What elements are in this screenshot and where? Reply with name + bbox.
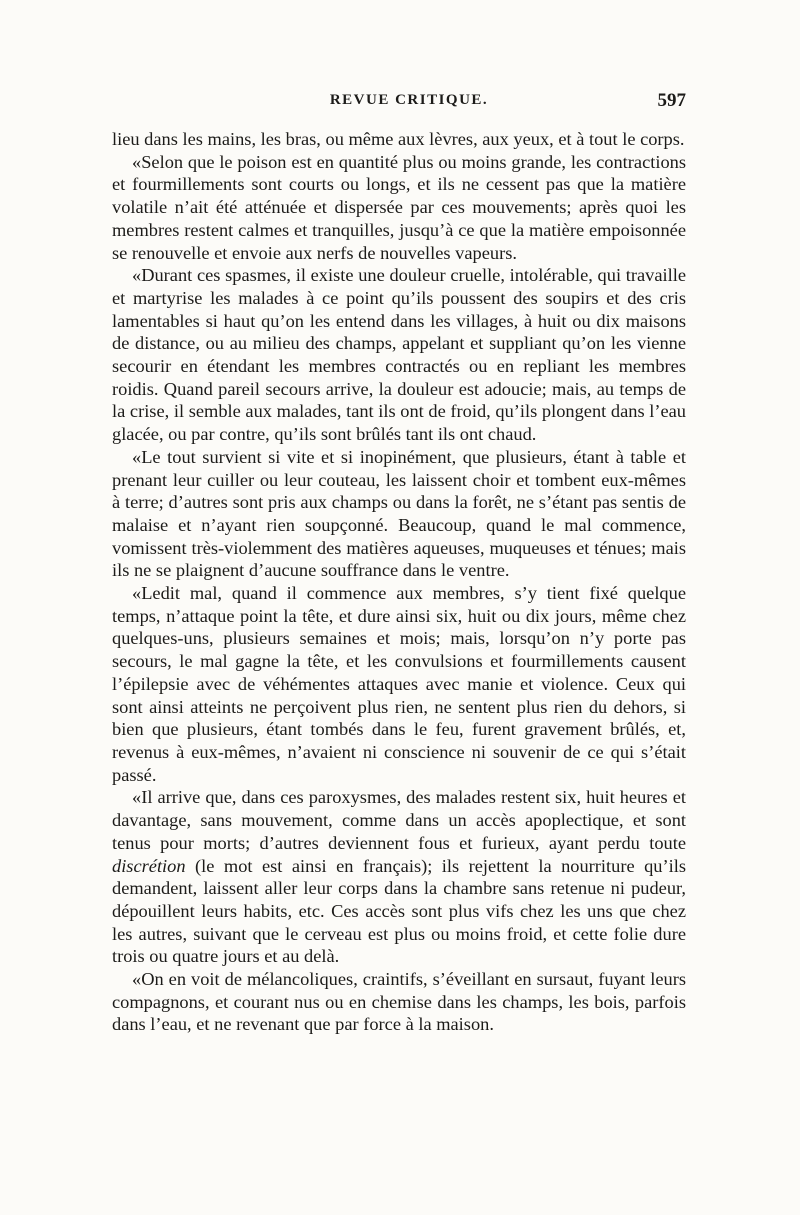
paragraph-continuation: lieu dans les mains, les bras, ou même aux lèvres, aux yeux, et à tout le corps. — [112, 129, 685, 149]
paragraph-progression: «Ledit mal, quand il commence aux membres, s’y tient fixé quelque temps, n’attaque point la tête, et dure ainsi six, huit ou dix jours, même chez quelques-uns, plusieurs semaines et mois; mais, lorsqu’on n’y porte pas secours, le mal gagne la tête, et les convulsions et fourmillements causent l’épilepsie avec de véhémentes attaques avec manie et violence. Ceux qui sont ainsi atteints ne perçoivent plus rien, ne sentent plus rien du dehors, si bien que plusieurs, étant tombés dans le feu, furent gravement brûlés, et, revenus à eux-mêmes, n’avaient ni conscience ni souvenir de ce qui s’était passé. — [112, 583, 686, 785]
paroxysms-text-after: (le mot est ainsi en français); ils rejettent la nourriture qu’ils demandent, laissent aller leur corps dans la chambre sans retenue ni pudeur, dépouillent leurs habits, etc. Ces accès sont plus vifs chez les uns que chez les autres, suivant que le cerveau est plus ou moins froid, et cette folie dure trois ou quatre jours et au delà. — [112, 855, 686, 967]
paragraph-paroxysms — [112, 786, 686, 968]
paragraph-sudden-onset: «Le tout survient si vite et si inopinément, que plusieurs, étant à table et prenant leur cuiller ou leur couteau, les laissent choir et tombent eux-mêmes à terre; d’autres sont pris aux champs ou dans la forêt, ne s’étant pas sentis de malaise et n’ayant rien soupçonné. Beaucoup, quand le mal commence, vomissent très-violemment des matières aqueuses, muqueuses et ténues; mais ils ne se plaignent d’aucune souffrance dans le ventre. — [112, 446, 686, 581]
page-number: 597 — [657, 90, 686, 111]
running-head — [112, 92, 686, 120]
paragraph-poison-quantity: «Selon que le poison est en quantité plus ou moins grande, les contractions et fourmillements sont courts ou longs, et ils ne cessent pas que la matière volatile n’ait été atténuée et dispersée par ces mouvements; après quoi les membres restent calmes et tranquilles, jusqu’à ce que la matière empoisonnée se renouvelle et envoie aux nerfs de nouvelles vapeurs. — [112, 151, 686, 263]
running-title: REVUE CRITIQUE. — [329, 92, 489, 108]
paragraph-spasms: «Durant ces spasmes, il existe une douleur cruelle, intolérable, qui travaille et martyrise les malades à ce point qu’ils poussent des soupirs et des cris lamentables si haut qu’on les entend dans les villages, à huit ou dix maisons de distance, ou au milieu des champs, appelant et suppliant qu’on les vienne secourir en étendant les membres contractés ou en repliant les membres roidis. Quand pareil secours arrive, la douleur est adoucie; mais, au temps de la crise, il semble aux malades, tant ils ont de froid, qu’ils plongent dans l’eau glacée, ou par contre, qu’ils sont brûlés tant ils ont chaud. — [112, 265, 686, 445]
paroxysms-text-before: «Il arrive que, dans ces paroxysmes, des malades restent six, huit heures et davantage, sans mouvement, comme dans un accès apoplectique, et sont tenus pour morts; d’autres deviennent fous et furieux, ayant perdu toute — [112, 787, 686, 853]
body-text — [112, 128, 686, 1036]
italic-word: discrétion — [112, 855, 186, 876]
paragraph-melancholics: «On en voit de mélancoliques, craintifs, s’éveillant en sursaut, fuyant leurs compagnons, et courant nus ou en chemise dans les champs, les bois, parfois dans l’eau, et ne revenant que par force à la maison. — [112, 969, 686, 1035]
